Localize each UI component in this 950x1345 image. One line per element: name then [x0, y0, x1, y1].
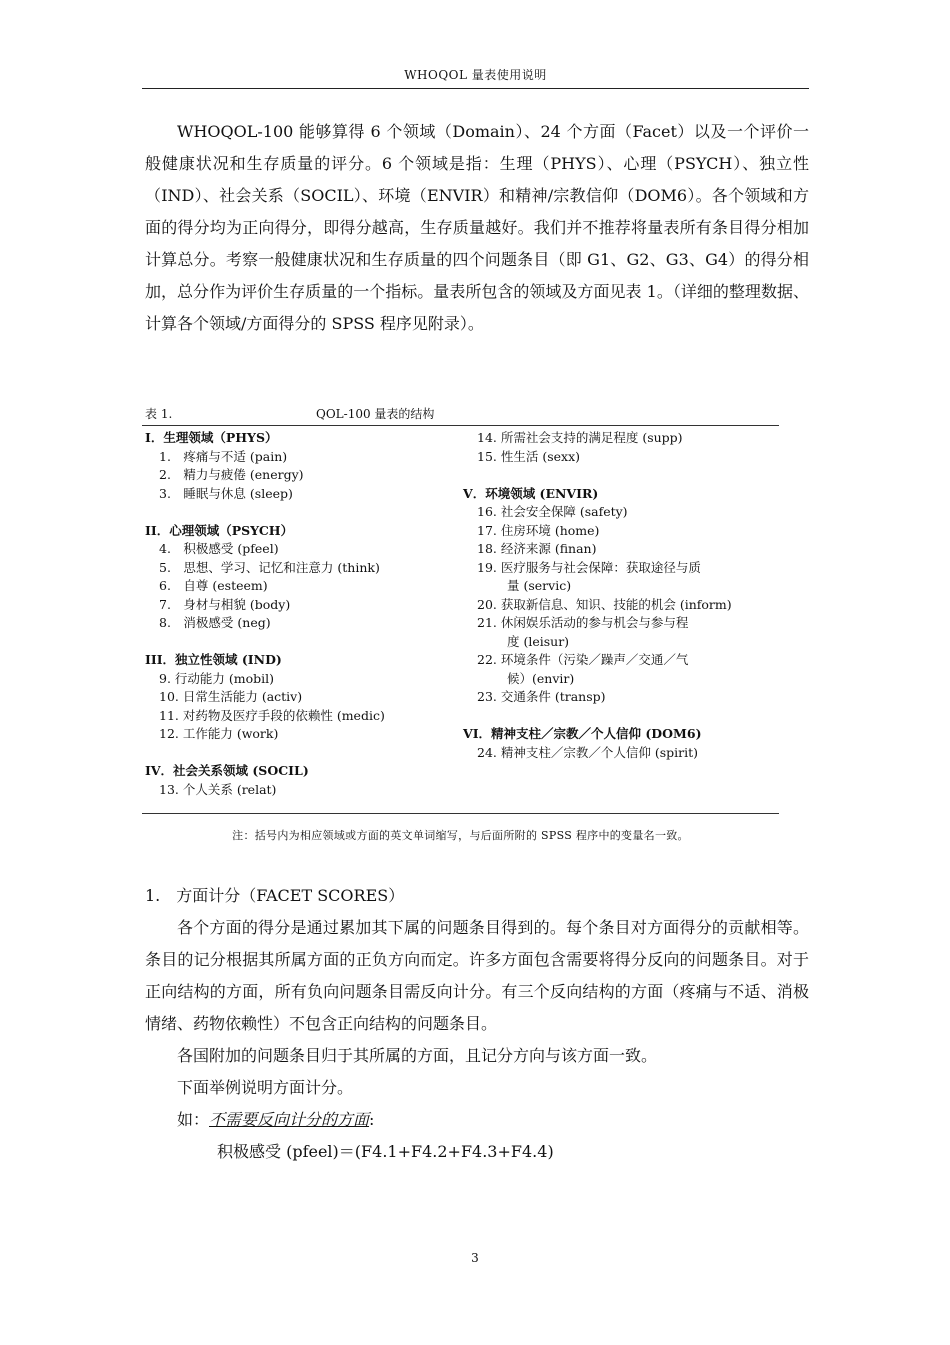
section-paragraph-2: 各国附加的问题条目归于其所属的方面，且记分方向与该方面一致。 [177, 1046, 658, 1065]
table-gap [145, 633, 465, 652]
example-line [145, 1104, 809, 1136]
facet-item: 16. 社会安全保障 (safety) [477, 504, 628, 519]
facet-item: 11. 对药物及医疗手段的依赖性 (medic) [159, 707, 385, 723]
header-rule [142, 88, 809, 89]
facet-item: 14. 所需社会支持的满足程度 (supp) [477, 430, 683, 445]
section-body [145, 912, 809, 1168]
facet-item: 5. 思想、学习、记忆和注意力 (think) [159, 559, 380, 575]
intro-paragraph: WHOQOL-100 能够算得 6 个领域（Domain）、24 个方面（Facet）以及一个评价一般健康状况和生存质量的评分。6 个领域是指：生理（PHYS）、心理（PSYCH）、独立性（IND）、社会关系（SOCIL）、环境（ENVIR）和精神/宗教信仰（DOM6）。各个领域和方面的得分均为正向得分，即得分越高，生存质量越好。我们并不推荐将量表所有条目得分相加计算总分。考察一般健康状况和生存质量的四个问题条目（即 G1、G2、G3、G4）的得分相加，总分作为评价生存质量的一个指标。量表所包含的领域及方面见表 1。（详细的整理数据、计算各个领域/方面得分的 SPSS 程序见附录）。 [145, 122, 809, 333]
domain-heading: V．环境领域 (ENVIR) [463, 485, 599, 501]
domain-heading: II．心理领域（PSYCH） [145, 522, 294, 538]
facet-item: 20. 获取新信息、知识、技能的机会 (inform) [477, 596, 732, 612]
facet-item: 17. 住房环境 (home) [477, 522, 600, 538]
example-label: 不需要反向计分的方面 [209, 1110, 370, 1129]
table-gap [463, 466, 779, 485]
facet-item: 22. 环境条件（污染／躁声／交通／气 [477, 652, 689, 667]
facet-item: 7. 身材与相貌 (body) [159, 596, 291, 612]
facet-item-continuation: 候）(envir) [507, 670, 575, 686]
table-gap [145, 744, 465, 763]
table-left-column [145, 429, 465, 799]
facet-item: 8. 消极感受 (neg) [159, 615, 271, 630]
table-bottom-rule [142, 813, 779, 814]
facet-item: 3. 睡眠与休息 (sleep) [159, 485, 293, 501]
table-top-rule [142, 425, 779, 426]
example-prefix: 如： [177, 1110, 210, 1129]
domain-heading: III．独立性领域 (IND) [145, 652, 282, 667]
page-header: WHOQOL 量表使用说明 [404, 68, 547, 82]
facet-item: 1. 疼痛与不适 (pain) [159, 448, 288, 464]
table-label: 表 1. [145, 407, 173, 421]
facet-item: 13. 个人关系 (relat) [159, 781, 277, 797]
domain-heading: VI．精神支柱／宗教／个人信仰 (DOM6) [463, 726, 702, 741]
table-gap [145, 503, 465, 522]
facet-item: 2. 精力与疲倦 (energy) [159, 467, 304, 482]
table-note: 注：括号内为相应领域或方面的英文单词缩写，与后面所附的 SPSS 程序中的变量名一致。 [232, 829, 689, 842]
example-colon: : [369, 1110, 375, 1129]
formula-line: 积极感受 (pfeel)＝(F4.1+F4.2+F4.3+F4.4) [217, 1142, 554, 1161]
domain-heading: IV．社会关系领域 (SOCIL) [145, 763, 309, 778]
section-heading: 1. 方面计分（FACET SCORES） [145, 886, 405, 905]
facet-item: 10. 日常生活能力 (activ) [159, 689, 303, 704]
facet-item: 19. 医疗服务与社会保障：获取途径与质 [477, 559, 701, 575]
facet-item: 4. 积极感受 (pfeel) [159, 541, 279, 556]
facet-item: 21. 休闲娱乐活动的参与机会与参与程 [477, 615, 689, 630]
facet-item: 23. 交通条件 (transp) [477, 689, 606, 704]
table-title: QOL-100 量表的结构 [316, 407, 435, 421]
table-right-column [463, 429, 779, 762]
facet-item-continuation: 量 (servic) [507, 578, 572, 593]
facet-item: 9. 行动能力 (mobil) [159, 670, 275, 686]
table-gap [463, 707, 779, 726]
facet-item: 12. 工作能力 (work) [159, 726, 279, 741]
facet-item: 15. 性生活 (sexx) [477, 448, 580, 464]
facet-item: 6. 自尊 (esteem) [159, 578, 268, 593]
section-paragraph-3: 下面举例说明方面计分。 [177, 1078, 354, 1097]
page-number: 3 [471, 1251, 479, 1265]
facet-item: 18. 经济来源 (finan) [477, 541, 597, 556]
domain-heading: I．生理领域（PHYS） [145, 430, 278, 445]
facet-item-continuation: 度 (leisur) [507, 633, 570, 649]
section-paragraph-1: 各个方面的得分是通过累加其下属的问题条目得到的。每个条目对方面得分的贡献相等。条目的记分根据其所属方面的正负方向而定。许多方面包含需要将得分反向的问题条目。对于正向结构的方面，所有负向问题条目需反向计分。有三个反向结构的方面（疼痛与不适、消极情绪、药物依赖性）不包含正向结构的问题条目。 [145, 918, 809, 1033]
facet-item: 24. 精神支柱／宗教／个人信仰 (spirit) [477, 744, 698, 760]
